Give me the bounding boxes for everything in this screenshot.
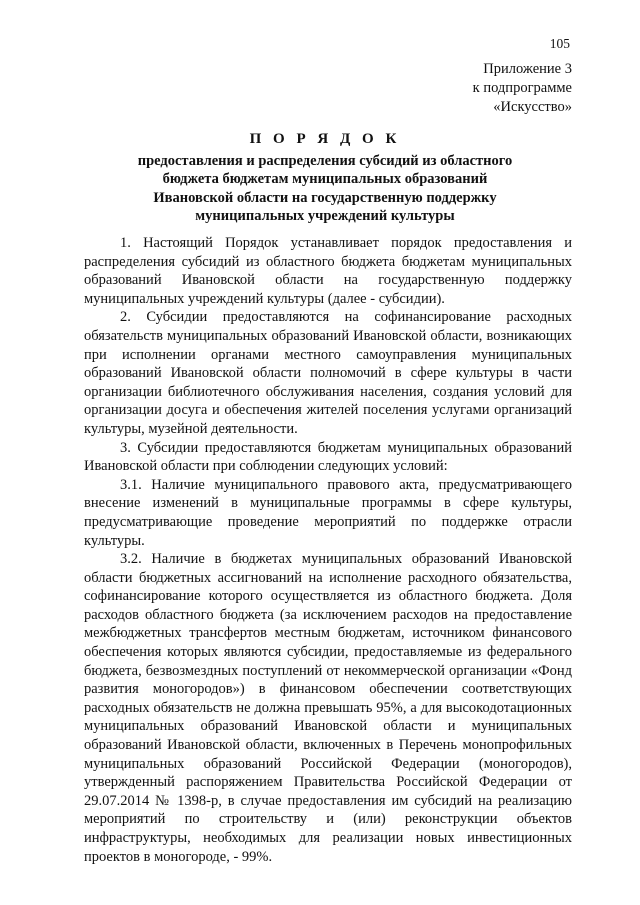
title-line: Ивановской области на государственную поддержку	[153, 189, 497, 206]
title-line: муниципальных учреждений культуры	[195, 208, 455, 224]
paragraph: 3. Субсидии предоставляются бюджетам муниципальных образований Ивановской области при соблюдении следующих условий:	[84, 439, 572, 475]
title-line: предоставления и распределения субсидий из областного	[137, 152, 513, 169]
appendix-reference	[473, 60, 572, 117]
page-number: 105	[549, 36, 570, 51]
appendix-line: «Искусство»	[493, 99, 572, 115]
paragraph: 1. Настоящий Порядок устанавливает порядок предоставления и распределения субсидий из областного бюджета бюджетам муниципальных образований Ивановской области на государственную поддержку муниципальных учреждений культуры (далее - субсидии).	[84, 235, 572, 307]
appendix-line: к подпрограмме	[472, 80, 572, 96]
appendix-line: Приложение 3	[483, 61, 572, 77]
title-line: бюджета бюджетам муниципальных образований	[162, 171, 488, 187]
document-body	[84, 234, 572, 866]
paragraph: 2. Субсидии предоставляются на софинансирование расходных обязательств муниципальных образований Ивановской области, возникающих при исполнении органами местного самоуправления муниципальных образований Ивановской области полномочий в сфере культуры в части организации библиотечного обслуживания населения, создания условий для организации досуга и обеспечения жителей поселения услугами организаций культуры, музейной деятельности.	[84, 309, 572, 437]
title-heading: П О Р Я Д О К	[249, 131, 401, 147]
document-title	[80, 130, 570, 226]
paragraph: 3.2. Наличие в бюджетах муниципальных образований Ивановской области бюджетных ассигнований на исполнение расходного обязательства, софинансирование которого осуществляется из областного бюджета. Доля расходов областного бюджета (за исключением расходов на предоставление межбюджетных трансфертов местным бюджетам, источником финансового обеспечения которых являются субсидии, предоставляемые из федерального бюджета, безвозмездных поступлений от некоммерческой организации «Фонд развития моногородов») в финансовом обеспечении соответствующих расходных обязательств не должна превышать 95%, а для высокодотационных муниципальных образований Ивановской области и муниципальных образований Ивановской области, включенных в Перечень монопрофильных муниципальных образований Российской Федерации (моногородов), утвержденный распоряжением Правительства Российской Федерации от 29.07.2014 № 1398-р, в случае предоставления им субсидий на реализацию мероприятий по строительству и (или) реконструкции объектов инфраструктуры, необходимых для реализации новых инвестиционных проектов в моногороде, - 99%.	[84, 551, 572, 865]
paragraph: 3.1. Наличие муниципального правового акта, предусматривающего внесение изменений в муниципальные программы в сфере культуры, предусматривающие проведение мероприятий по поддержке отрасли культуры.	[84, 476, 572, 549]
